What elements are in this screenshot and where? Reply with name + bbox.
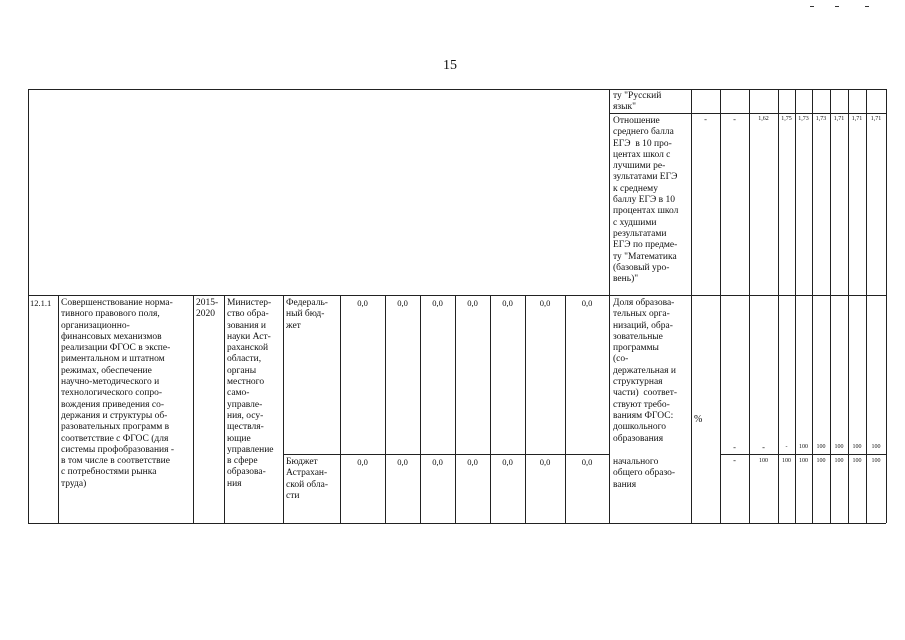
indicator-math-base1: - [704, 114, 707, 124]
indicator-preschool-text: Доля образова- тельных орга- низаций, обра- зовательные программы (со- держательная и структурная части) соответ- ствуют требо- ваниям ФГОС: дошкольного образования [613, 298, 678, 444]
scan-mark [865, 6, 869, 7]
indicator-math-value: 1,73 [798, 116, 809, 122]
ind2-value: 100 [871, 458, 881, 464]
source-federal: Федераль- ный бюд- жет [286, 298, 328, 331]
table-line [609, 89, 610, 523]
table-line [691, 89, 692, 523]
indicator-primary-text: начального общего образо- вания [613, 457, 676, 490]
federal-value: 0,0 [581, 298, 593, 308]
table-border-left [28, 89, 29, 523]
indicator-math-value: 1,73 [815, 116, 827, 122]
regional-value: 0,0 [539, 457, 551, 467]
indicator-math-value: 1,75 [781, 116, 792, 122]
ind1-value: 100 [834, 444, 844, 450]
row-code: 12.1.1 [30, 298, 52, 308]
table-line [525, 295, 526, 523]
ind2-value: 100 [816, 458, 826, 464]
ind1-value: 100 [816, 444, 826, 450]
table-line [193, 295, 194, 523]
table-line [28, 295, 886, 296]
unit-percent: % [694, 414, 703, 425]
source-regional: Бюджет Астрахан- ской обла- сти [286, 457, 329, 501]
regional-value: 0,0 [397, 457, 408, 467]
scan-mark [835, 6, 839, 7]
federal-value: 0,0 [467, 298, 478, 308]
indicator-math-value: 1,71 [851, 116, 863, 122]
table-line [455, 295, 456, 523]
ind1-value: 100 [871, 444, 881, 450]
table-line [58, 295, 59, 523]
scan-mark [810, 6, 814, 7]
federal-value: 0,0 [397, 298, 408, 308]
ind1-base: - [733, 442, 736, 452]
indicator-russian-tail: ту "Русский язык" [613, 91, 662, 113]
measure-text: Совершенствование норма- тивного правового поля, организационно- финансовых механизмов реализации ФГОС в экспе- риментальном и штатном режимах, обеспечение научно-методического и технологического сопро- вождения приведения со- держания и структуры об- разовательных программ в соответствие с ФГОС (для системы профобразования - в том числе в соответствие с потребностями рынка труда) [61, 298, 175, 489]
federal-value: 0,0 [502, 298, 513, 308]
table-border-bottom [28, 523, 886, 524]
regional-value: 0,0 [581, 457, 593, 467]
table-line [340, 295, 341, 523]
period-text: 2015- 2020 [196, 298, 219, 320]
table-line [385, 295, 386, 523]
table-line [283, 295, 284, 523]
regional-value: 0,0 [467, 457, 478, 467]
indicator-math-value: 1,71 [833, 116, 845, 122]
ind2-base: - [733, 455, 736, 465]
table-line [224, 295, 225, 523]
regional-value: 0,0 [432, 457, 443, 467]
ind1-value: 100 [799, 444, 808, 450]
indicator-math-text: Отношение среднего балла ЕГЭ в 10 про- центах школ с лучшими ре- зультатами ЕГЭ к среднему баллу ЕГЭ в 10 процентах школ с худшими результатами ЕГЭ по предме- ту "Математика (базовый уро- вень)" [613, 116, 679, 285]
ind1-value: 100 [852, 444, 862, 450]
page-number: 15 [443, 58, 457, 73]
federal-value: 0,0 [539, 298, 551, 308]
federal-value: 0,0 [357, 298, 368, 308]
table-border-top [28, 89, 886, 90]
ind2-value: 100 [834, 458, 844, 464]
table-border-right [886, 89, 887, 523]
ind2-value: 100 [852, 458, 862, 464]
table-line [490, 295, 491, 523]
federal-value: 0,0 [432, 298, 443, 308]
table-line [420, 295, 421, 523]
indicator-math-base2: - [733, 114, 736, 124]
table-line [283, 454, 609, 455]
regional-value: 0,0 [357, 457, 368, 467]
indicator-math-value: 1,71 [870, 116, 882, 122]
ind1-value: - [785, 444, 788, 450]
ind2-value: 100 [759, 458, 768, 464]
ind1-base: - [762, 442, 765, 452]
table-line [565, 295, 566, 523]
indicator-math-value: 1,62 [758, 116, 769, 122]
ind2-value: 100 [799, 458, 808, 464]
ind2-value: 100 [782, 458, 791, 464]
executor-text: Министер- ство обра- зования и науки Аст- раханской области, органы местного само- управле- ния, осу- ществля- ющие управление в сфере образова- ния [227, 298, 274, 489]
regional-value: 0,0 [502, 457, 513, 467]
